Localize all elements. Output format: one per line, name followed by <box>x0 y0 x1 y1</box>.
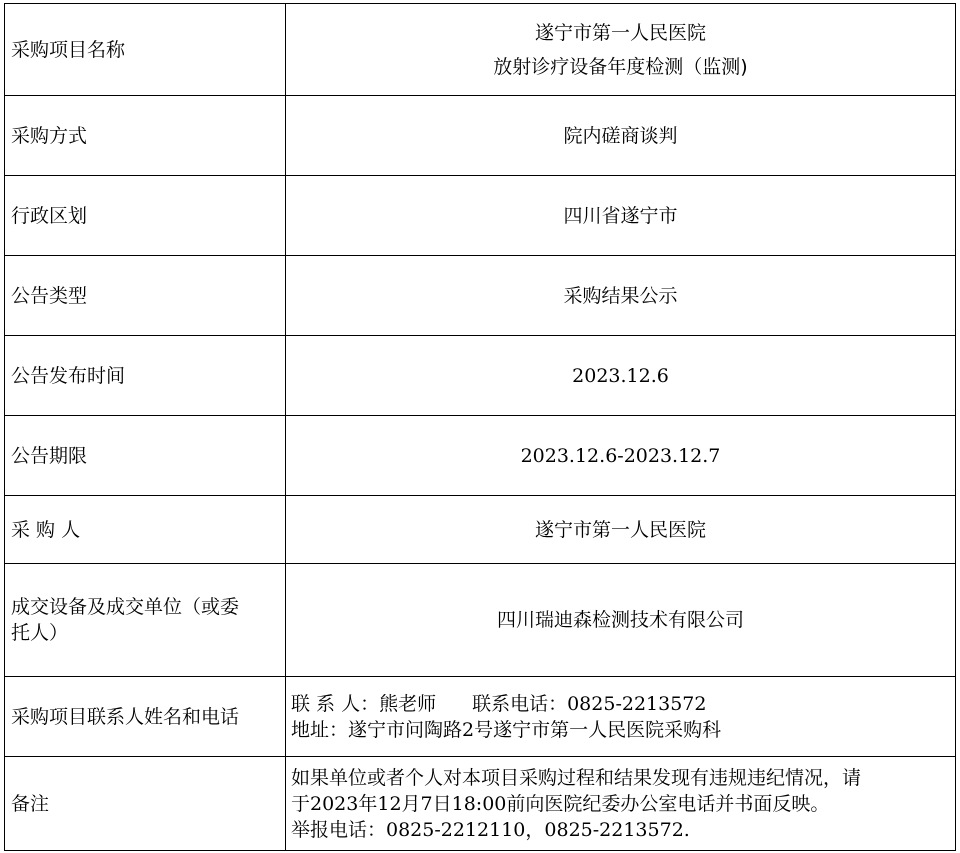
region-label: 行政区划 <box>5 176 286 256</box>
contact-value <box>286 677 956 757</box>
contact-address: 地址：遂宁市问陶路2号遂宁市第一人民医院采购科 <box>291 718 722 741</box>
method-label: 采购方式 <box>5 96 286 176</box>
table-row <box>5 176 956 256</box>
remarks-label: 备注 <box>5 757 286 851</box>
winner-label-line1: 成交设备及成交单位（或委 <box>11 596 240 618</box>
project-name-value <box>286 4 956 96</box>
remarks-value <box>286 757 956 851</box>
table-row <box>5 336 956 416</box>
notice-type-value: 采购结果公示 <box>286 256 956 336</box>
contact-label: 采购项目联系人姓名和电话 <box>5 677 286 757</box>
table-row <box>5 96 956 176</box>
table-row <box>5 677 956 757</box>
winner-value: 四川瑞迪森检测技术有限公司 <box>286 564 956 677</box>
period-label: 公告期限 <box>5 416 286 496</box>
table-row <box>5 757 956 851</box>
procurement-result-table <box>4 3 956 851</box>
project-name-label: 采购项目名称 <box>5 4 286 96</box>
region-value: 四川省遂宁市 <box>286 176 956 256</box>
publish-time-value: 2023.12.6 <box>286 336 956 416</box>
remarks-line2: 于2023年12月7日18:00前向医院纪委办公室电话并书面反映。 <box>291 792 830 815</box>
remarks-line3: 举报电话：0825-2212110，0825-2213572. <box>291 818 690 841</box>
purchaser-value: 遂宁市第一人民医院 <box>286 496 956 564</box>
project-name-line1: 遂宁市第一人民医院 <box>534 21 706 44</box>
table-row <box>5 496 956 564</box>
winner-label <box>5 564 286 677</box>
notice-type-label: 公告类型 <box>5 256 286 336</box>
contact-phone: 联系电话：0825-2213572 <box>472 692 707 715</box>
table-row <box>5 416 956 496</box>
method-value: 院内磋商谈判 <box>286 96 956 176</box>
remarks-line1: 如果单位或者个人对本项目采购过程和结果发现有违规违纪情况，请 <box>291 766 862 789</box>
table-row <box>5 564 956 677</box>
period-value: 2023.12.6-2023.12.7 <box>286 416 956 496</box>
purchaser-label: 采 购 人 <box>5 496 286 564</box>
contact-line1 <box>291 691 949 717</box>
contact-person: 联 系 人：熊老师 <box>291 692 437 715</box>
winner-label-line2: 托人） <box>11 622 69 644</box>
table-row <box>5 256 956 336</box>
table-row <box>5 4 956 96</box>
project-name-line2: 放射诊疗设备年度检测（监测) <box>493 55 748 78</box>
publish-time-label: 公告发布时间 <box>5 336 286 416</box>
